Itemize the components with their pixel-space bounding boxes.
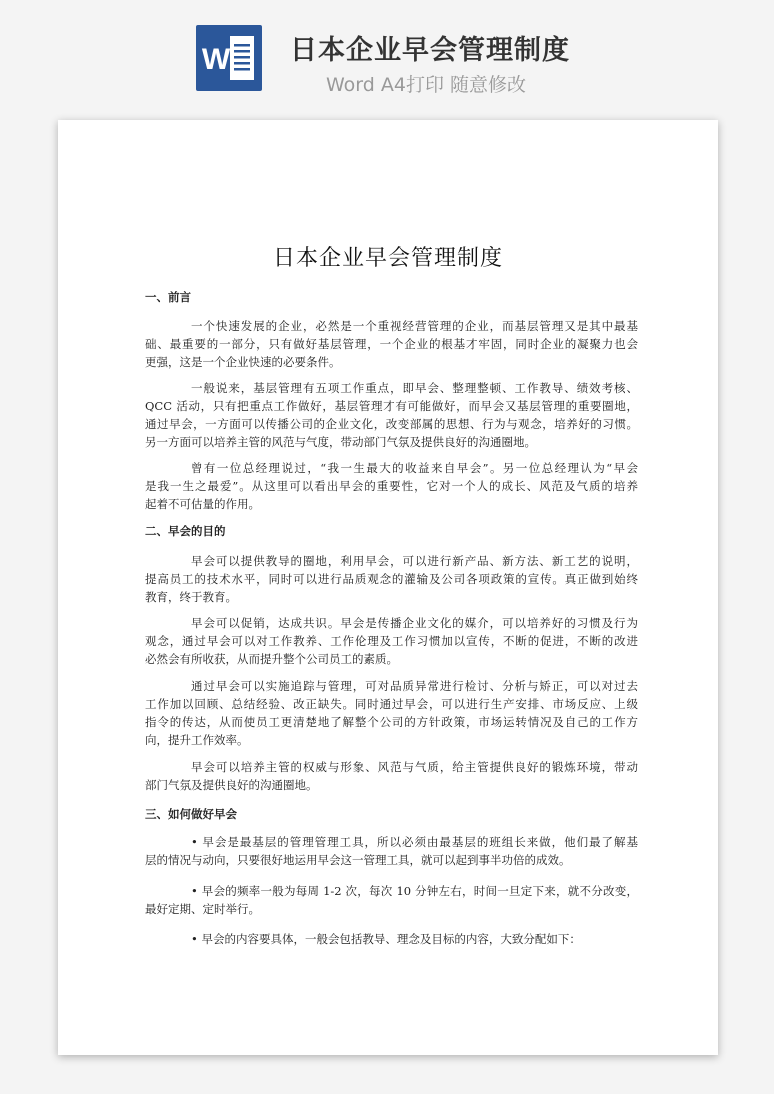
paragraph-10 bbox=[145, 930, 638, 948]
paragraph-1 bbox=[145, 317, 638, 371]
paragraph-8 bbox=[145, 833, 638, 869]
paragraph-line: 起着不可估量的作用。 bbox=[145, 497, 260, 511]
paragraph-line: • 早会的频率一般为每周 1-2 次，每次 10 分钟左右，时间一旦定下来，就不分改变， bbox=[191, 884, 638, 898]
paragraph-line: 早会可以培养主管的权威与形象、风范与气质，给主管提供良好的锻炼环境，带动 bbox=[191, 760, 638, 774]
paragraph-line: 早会可以促销，达成共识。早会是传播企业文化的媒介，可以培养好的习惯及行为 bbox=[191, 616, 638, 630]
paragraph-line: 通过早会可以实施追踪与管理，可对品质异常进行检讨、分析与矫正，可以对过去 bbox=[191, 679, 638, 693]
paragraph-line: 更强，这是一个企业快速的必要条件。 bbox=[145, 355, 341, 369]
paragraph-line: 另一方面可以培养主管的风范与气度，带动部门气氛及提供良好的沟通圈地。 bbox=[145, 435, 536, 449]
document-page bbox=[58, 120, 718, 1055]
paragraph-line: QCC 活动，只有把重点工作做好，基层管理才有可能做好，而早会又基层管理的重要圈地， bbox=[145, 399, 638, 413]
paragraph-4 bbox=[145, 552, 638, 606]
section-heading-how-to: 三、如何做好早会 bbox=[145, 807, 237, 821]
paragraph-line: 指令的传达，从而使员工更清楚地了解整个公司的方针政策，市场运转情况及自己的工作方 bbox=[145, 715, 638, 729]
paragraph-line: 一个快速发展的企业，必然是一个重视经营管理的企业，而基层管理又是其中最基 bbox=[191, 319, 638, 333]
paragraph-line: 向，提升工作效率。 bbox=[145, 733, 249, 747]
paragraph-line: 曾有一位总经理说过，“我一生最大的收益来自早会”。另一位总经理认为“早会 bbox=[191, 461, 638, 475]
paragraph-3 bbox=[145, 459, 638, 513]
paragraph-line: 一般说来，基层管理有五项工作重点，即早会、整理整顿、工作教导、绩效考核、 bbox=[191, 381, 638, 395]
section-heading-preface: 一、前言 bbox=[145, 290, 191, 304]
paragraph-7 bbox=[145, 758, 638, 794]
paragraph-line: 部门气氛及提供良好的沟通圈地。 bbox=[145, 778, 318, 792]
paragraph-line: • 早会是最基层的管理管理工具，所以必须由最基层的班组长来做，他们最了解基 bbox=[191, 835, 638, 849]
paragraph-line: 层的情况与动向，只要很好地运用早会这一管理工具，就可以起到事半功倍的成效。 bbox=[145, 853, 571, 867]
paragraph-5 bbox=[145, 614, 638, 668]
paragraph-line: 教育，终于教育。 bbox=[145, 590, 237, 604]
paragraph-line: 最好定期、定时举行。 bbox=[145, 902, 260, 916]
paragraph-line: 础、最重要的一部分，只有做好基层管理，一个企业的根基才牢固，同时企业的凝聚力也会 bbox=[145, 337, 638, 351]
paragraph-line: 提高员工的技术水平，同时可以进行品质观念的灌输及公司各项政策的宣传。真正做到始终 bbox=[145, 572, 638, 586]
paragraph-6 bbox=[145, 677, 638, 749]
paragraph-line: 早会可以提供教导的圈地，利用早会，可以进行新产品、新方法、新工艺的说明， bbox=[191, 554, 638, 568]
paragraph-2 bbox=[145, 379, 638, 451]
paragraph-9 bbox=[145, 882, 638, 918]
banner-subtitle: Word A4打印 随意修改 bbox=[326, 74, 527, 96]
word-icon-letter: W bbox=[201, 43, 231, 76]
paragraph-line: 通过早会，一方面可以传播公司的企业文化，改变部属的思想、行为与观念，培养好的习惯。 bbox=[145, 417, 638, 431]
paragraph-line: 必然会有所收获，从而提升整个公司员工的素质。 bbox=[145, 652, 398, 666]
banner-title: 日本企业早会管理制度 bbox=[290, 35, 570, 66]
document-title: 日本企业早会管理制度 bbox=[272, 246, 503, 271]
header-banner bbox=[0, 0, 774, 110]
paragraph-line: 观念，通过早会可以对工作教养、工作伦理及工作习惯加以宣传，不断的促进，不断的改进 bbox=[145, 634, 638, 648]
paragraph-line: • 早会的内容要具体，一般会包括教导、理念及目标的内容，大致分配如下： bbox=[191, 932, 581, 946]
paragraph-line: 工作加以回顾、总结经验、改正缺失。同时通过早会，可以进行生产安排、市场反应、上级 bbox=[145, 697, 638, 711]
paragraph-line: 是我一生之最爱”。从这里可以看出早会的重要性，它对一个人的成长、风范及气质的培养 bbox=[145, 479, 638, 493]
section-heading-purpose: 二、早会的目的 bbox=[145, 524, 226, 538]
word-document-icon bbox=[193, 22, 265, 94]
